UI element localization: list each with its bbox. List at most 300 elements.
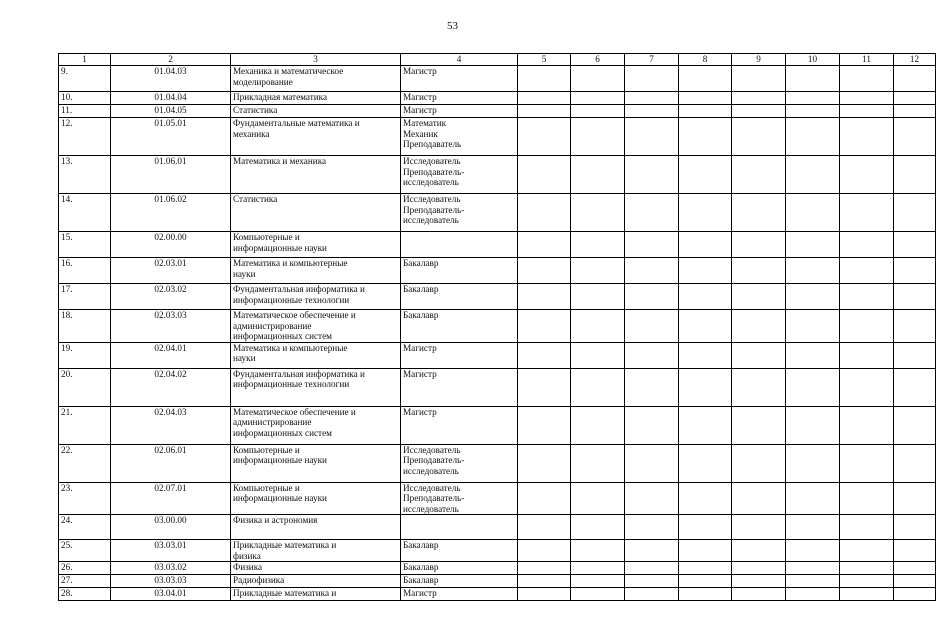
- empty-cell-col-10: [786, 482, 840, 515]
- table-row: [59, 156, 936, 194]
- empty-cell-col-6: [571, 232, 625, 258]
- row-number-cell: 24.: [59, 515, 111, 540]
- empty-cell-col-11: [840, 105, 894, 118]
- empty-cell-col-7: [625, 588, 679, 601]
- empty-cell-col-7: [625, 515, 679, 540]
- empty-cell-col-12: [894, 575, 936, 588]
- empty-cell-col-11: [840, 284, 894, 310]
- name-line: информационные технологии: [233, 294, 350, 305]
- empty-cell-col-12: [894, 284, 936, 310]
- name-line: Радиофизика: [233, 575, 285, 585]
- empty-cell-col-8: [679, 258, 732, 284]
- qualification-cell: [401, 575, 518, 588]
- col-header-12: 12: [894, 54, 936, 66]
- empty-cell-col-7: [625, 406, 679, 444]
- qualification-cell: [401, 540, 518, 562]
- empty-cell-col-11: [840, 156, 894, 194]
- code-cell: 01.04.05: [111, 105, 231, 118]
- table-row: [59, 540, 936, 562]
- row-number-cell: 12.: [59, 118, 111, 156]
- empty-cell-col-6: [571, 444, 625, 482]
- name-line: Физика: [233, 562, 263, 572]
- qualification-cell: [401, 310, 518, 343]
- qualification-line: Бакалавр: [403, 258, 439, 268]
- empty-cell-col-9: [732, 156, 786, 194]
- qualification-cell: [401, 444, 518, 482]
- empty-cell-col-8: [679, 515, 732, 540]
- name-line: Статистика: [233, 194, 278, 204]
- col-header-9: 9: [732, 54, 786, 66]
- code-cell: 01.05.01: [111, 118, 231, 156]
- row-number-cell: 13.: [59, 156, 111, 194]
- name-line: науки: [233, 353, 256, 363]
- name-line: информационные науки: [233, 493, 327, 503]
- empty-cell-col-6: [571, 310, 625, 343]
- empty-cell-col-6: [571, 562, 625, 575]
- empty-cell-col-10: [786, 258, 840, 284]
- table-row: [59, 118, 936, 156]
- empty-cell-col-5: [518, 342, 571, 368]
- qualification-cell: [401, 406, 518, 444]
- name-line: Фундаментальные математика и: [233, 118, 360, 128]
- qualification-cell: [401, 588, 518, 601]
- code-cell: 02.04.01: [111, 342, 231, 368]
- empty-cell-col-6: [571, 66, 625, 92]
- empty-cell-col-11: [840, 562, 894, 575]
- empty-cell-col-5: [518, 92, 571, 105]
- empty-cell-col-8: [679, 342, 732, 368]
- empty-cell-col-9: [732, 575, 786, 588]
- table-row: [59, 562, 936, 575]
- col-header-8: 8: [679, 54, 732, 66]
- name-cell: [231, 258, 401, 284]
- name-line: Статистика: [233, 105, 278, 115]
- empty-cell-col-8: [679, 588, 732, 601]
- empty-cell-col-10: [786, 194, 840, 232]
- name-line: Математическое обеспечение и: [233, 310, 356, 320]
- name-cell: [231, 232, 401, 258]
- empty-cell-col-9: [732, 482, 786, 515]
- empty-cell-col-6: [571, 540, 625, 562]
- table-row: [59, 482, 936, 515]
- empty-cell-col-7: [625, 232, 679, 258]
- name-line: администрирование: [233, 320, 312, 331]
- empty-cell-col-11: [840, 118, 894, 156]
- qualification-line: Магистр: [403, 368, 437, 379]
- empty-cell-col-9: [732, 232, 786, 258]
- name-cell: [231, 562, 401, 575]
- empty-cell-col-12: [894, 406, 936, 444]
- empty-cell-col-5: [518, 156, 571, 194]
- empty-cell-col-11: [840, 444, 894, 482]
- name-line: информационные науки: [233, 455, 327, 465]
- empty-cell-col-7: [625, 444, 679, 482]
- empty-cell-col-5: [518, 194, 571, 232]
- qualification-line: Бакалавр: [403, 284, 439, 294]
- code-cell: 02.06.01: [111, 444, 231, 482]
- empty-cell-col-6: [571, 342, 625, 368]
- name-cell: [231, 105, 401, 118]
- empty-cell-col-8: [679, 444, 732, 482]
- row-number-cell: 10.: [59, 92, 111, 105]
- row-number-cell: 19.: [59, 342, 111, 368]
- qualification-cell: [401, 284, 518, 310]
- empty-cell-col-10: [786, 156, 840, 194]
- qualification-cell: [401, 194, 518, 232]
- empty-cell-col-10: [786, 575, 840, 588]
- empty-cell-col-12: [894, 368, 936, 406]
- empty-cell-col-10: [786, 368, 840, 406]
- code-cell: 02.00.00: [111, 232, 231, 258]
- empty-cell-col-10: [786, 284, 840, 310]
- empty-cell-col-5: [518, 310, 571, 343]
- qualification-line: Магистр: [403, 342, 437, 353]
- empty-cell-col-10: [786, 406, 840, 444]
- empty-cell-col-12: [894, 92, 936, 105]
- empty-cell-col-9: [732, 105, 786, 118]
- name-line: механика: [233, 128, 270, 139]
- row-number-cell: 11.: [59, 105, 111, 118]
- empty-cell-col-6: [571, 156, 625, 194]
- name-cell: [231, 515, 401, 540]
- table-row: [59, 342, 936, 368]
- table-row: [59, 406, 936, 444]
- name-cell: [231, 540, 401, 562]
- name-cell: [231, 194, 401, 232]
- empty-cell-col-7: [625, 66, 679, 92]
- empty-cell-col-9: [732, 342, 786, 368]
- empty-cell-col-9: [732, 562, 786, 575]
- name-cell: [231, 310, 401, 343]
- row-number-cell: 16.: [59, 258, 111, 284]
- empty-cell-col-9: [732, 368, 786, 406]
- qualification-line: Бакалавр: [403, 540, 439, 550]
- empty-cell-col-11: [840, 342, 894, 368]
- empty-cell-col-10: [786, 310, 840, 343]
- code-cell: 01.04.03: [111, 66, 231, 92]
- empty-cell-col-9: [732, 284, 786, 310]
- name-cell: [231, 92, 401, 105]
- qualification-cell: [401, 482, 518, 515]
- empty-cell-col-9: [732, 406, 786, 444]
- empty-cell-col-11: [840, 368, 894, 406]
- qualification-line: Магистр: [403, 588, 437, 598]
- name-cell: [231, 156, 401, 194]
- empty-cell-col-11: [840, 406, 894, 444]
- code-cell: 02.04.02: [111, 368, 231, 406]
- empty-cell-col-12: [894, 118, 936, 156]
- qualification-cell: [401, 92, 518, 105]
- empty-cell-col-6: [571, 105, 625, 118]
- qualification-line: Преподаватель-: [403, 455, 465, 465]
- empty-cell-col-11: [840, 515, 894, 540]
- row-number-cell: 17.: [59, 284, 111, 310]
- empty-cell-col-5: [518, 562, 571, 575]
- col-header-5: 5: [518, 54, 571, 66]
- table-row: [59, 258, 936, 284]
- empty-cell-col-5: [518, 118, 571, 156]
- empty-cell-col-9: [732, 588, 786, 601]
- empty-cell-col-8: [679, 92, 732, 105]
- qualification-line: Исследователь: [403, 156, 461, 166]
- qualification-line: Преподаватель-: [403, 493, 465, 503]
- row-number-cell: 14.: [59, 194, 111, 232]
- col-header-10: 10: [786, 54, 840, 66]
- row-number-cell: 22.: [59, 444, 111, 482]
- row-number-cell: 20.: [59, 368, 111, 406]
- empty-cell-col-7: [625, 118, 679, 156]
- qualification-cell: [401, 368, 518, 406]
- col-header-7: 7: [625, 54, 679, 66]
- name-cell: [231, 588, 401, 601]
- empty-cell-col-7: [625, 575, 679, 588]
- qualification-line: Исследователь: [403, 194, 461, 204]
- qualification-cell: [401, 156, 518, 194]
- qualification-line: исследователь: [403, 215, 459, 225]
- code-cell: 03.03.03: [111, 575, 231, 588]
- page-number: 53: [447, 20, 458, 32]
- name-line: Механика и математическое: [233, 66, 344, 76]
- empty-cell-col-9: [732, 444, 786, 482]
- empty-cell-col-5: [518, 575, 571, 588]
- empty-cell-col-5: [518, 232, 571, 258]
- qualification-line: Магистр: [403, 406, 437, 417]
- empty-cell-col-8: [679, 284, 732, 310]
- qualification-line: Механик: [403, 128, 438, 139]
- empty-cell-col-8: [679, 406, 732, 444]
- empty-cell-col-5: [518, 482, 571, 515]
- col-header-6: 6: [571, 54, 625, 66]
- empty-cell-col-11: [840, 194, 894, 232]
- name-cell: [231, 284, 401, 310]
- empty-cell-col-12: [894, 66, 936, 92]
- empty-cell-col-10: [786, 515, 840, 540]
- name-line: моделирование: [233, 76, 293, 87]
- empty-cell-col-7: [625, 540, 679, 562]
- col-header-1: 1: [59, 54, 111, 66]
- code-cell: 03.04.01: [111, 588, 231, 601]
- empty-cell-col-8: [679, 105, 732, 118]
- col-header-3: 3: [231, 54, 401, 66]
- code-cell: 02.03.01: [111, 258, 231, 284]
- empty-cell-col-7: [625, 92, 679, 105]
- table-row: [59, 232, 936, 258]
- empty-cell-col-5: [518, 588, 571, 601]
- specialties-table: [58, 53, 936, 601]
- qualification-line: Преподаватель-: [403, 166, 465, 177]
- empty-cell-col-6: [571, 575, 625, 588]
- col-header-4: 4: [401, 54, 518, 66]
- empty-cell-col-7: [625, 284, 679, 310]
- empty-cell-col-9: [732, 66, 786, 92]
- empty-cell-col-5: [518, 406, 571, 444]
- empty-cell-col-6: [571, 194, 625, 232]
- empty-cell-col-8: [679, 66, 732, 92]
- table-row: [59, 444, 936, 482]
- name-line: Компьютерные и: [233, 232, 300, 242]
- name-cell: [231, 575, 401, 588]
- name-line: Математическое обеспечение и: [233, 406, 356, 417]
- table-row: [59, 310, 936, 343]
- name-cell: [231, 368, 401, 406]
- empty-cell-col-12: [894, 156, 936, 194]
- name-cell: [231, 444, 401, 482]
- code-cell: 03.00.00: [111, 515, 231, 540]
- name-cell: [231, 482, 401, 515]
- qualification-cell: [401, 118, 518, 156]
- code-cell: 01.04.04: [111, 92, 231, 105]
- code-cell: 01.06.02: [111, 194, 231, 232]
- empty-cell-col-6: [571, 284, 625, 310]
- empty-cell-col-5: [518, 540, 571, 562]
- row-number-cell: 21.: [59, 406, 111, 444]
- qualification-cell: [401, 562, 518, 575]
- name-line: Математика и компьютерные: [233, 342, 348, 353]
- name-cell: [231, 406, 401, 444]
- qualification-cell: [401, 258, 518, 284]
- empty-cell-col-12: [894, 444, 936, 482]
- empty-cell-col-7: [625, 342, 679, 368]
- qualification-line: исследователь: [403, 465, 459, 476]
- row-number-cell: 23.: [59, 482, 111, 515]
- empty-cell-col-7: [625, 194, 679, 232]
- empty-cell-col-12: [894, 258, 936, 284]
- name-cell: [231, 342, 401, 368]
- code-cell: 02.03.03: [111, 310, 231, 343]
- qualification-cell: [401, 105, 518, 118]
- empty-cell-col-12: [894, 482, 936, 515]
- code-cell: 03.03.02: [111, 562, 231, 575]
- empty-cell-col-10: [786, 118, 840, 156]
- row-number-cell: 18.: [59, 310, 111, 343]
- table-row: [59, 105, 936, 118]
- name-line: Фундаментальная информатика и: [233, 368, 365, 379]
- empty-cell-col-5: [518, 105, 571, 118]
- empty-cell-col-5: [518, 515, 571, 540]
- name-cell: [231, 118, 401, 156]
- qualification-cell: [401, 66, 518, 92]
- row-number-cell: 26.: [59, 562, 111, 575]
- empty-cell-col-11: [840, 232, 894, 258]
- empty-cell-col-12: [894, 342, 936, 368]
- empty-cell-col-10: [786, 232, 840, 258]
- table-row: [59, 66, 936, 92]
- qualification-line: Исследователь: [403, 482, 461, 493]
- code-cell: 02.03.02: [111, 284, 231, 310]
- empty-cell-col-9: [732, 118, 786, 156]
- empty-cell-col-7: [625, 368, 679, 406]
- empty-cell-col-6: [571, 258, 625, 284]
- qualification-line: Бакалавр: [403, 575, 439, 585]
- empty-cell-col-12: [894, 562, 936, 575]
- empty-cell-col-9: [732, 515, 786, 540]
- name-line: информационные науки: [233, 242, 327, 253]
- empty-cell-col-7: [625, 562, 679, 575]
- empty-cell-col-5: [518, 444, 571, 482]
- empty-cell-col-6: [571, 406, 625, 444]
- name-line: информационные технологии: [233, 379, 350, 389]
- empty-cell-col-8: [679, 156, 732, 194]
- qualification-line: Преподаватель-: [403, 204, 465, 215]
- empty-cell-col-7: [625, 482, 679, 515]
- table-row: [59, 194, 936, 232]
- empty-cell-col-12: [894, 515, 936, 540]
- qualification-cell: [401, 232, 518, 258]
- name-line: Прикладная математика: [233, 92, 328, 102]
- empty-cell-col-9: [732, 310, 786, 343]
- empty-cell-col-11: [840, 575, 894, 588]
- empty-cell-col-10: [786, 66, 840, 92]
- name-line: Математика и компьютерные: [233, 258, 348, 268]
- empty-cell-col-6: [571, 515, 625, 540]
- qualification-line: Бакалавр: [403, 562, 439, 572]
- name-line: Компьютерные и: [233, 482, 300, 493]
- empty-cell-col-6: [571, 368, 625, 406]
- col-header-2: 2: [111, 54, 231, 66]
- name-line: Прикладные математика и: [233, 588, 337, 598]
- empty-cell-col-7: [625, 310, 679, 343]
- qualification-line: исследователь: [403, 503, 459, 514]
- qualification-line: Магистр: [403, 92, 437, 102]
- empty-cell-col-8: [679, 118, 732, 156]
- empty-cell-col-6: [571, 482, 625, 515]
- qualification-line: Магистр: [403, 105, 437, 115]
- empty-cell-col-10: [786, 540, 840, 562]
- empty-cell-col-12: [894, 540, 936, 562]
- qualification-line: Математик: [403, 118, 447, 128]
- empty-cell-col-11: [840, 588, 894, 601]
- qualification-line: Магистр: [403, 66, 437, 76]
- empty-cell-col-11: [840, 66, 894, 92]
- name-line: Прикладные математика и: [233, 540, 337, 550]
- empty-cell-col-12: [894, 588, 936, 601]
- empty-cell-col-8: [679, 310, 732, 343]
- name-line: науки: [233, 268, 256, 279]
- empty-cell-col-10: [786, 562, 840, 575]
- row-number-cell: 28.: [59, 588, 111, 601]
- empty-cell-col-7: [625, 258, 679, 284]
- name-line: Математика и механика: [233, 156, 327, 166]
- row-number-cell: 27.: [59, 575, 111, 588]
- qualification-cell: [401, 515, 518, 540]
- empty-cell-col-6: [571, 118, 625, 156]
- empty-cell-col-11: [840, 258, 894, 284]
- name-line: физика: [233, 550, 261, 561]
- empty-cell-col-9: [732, 258, 786, 284]
- table-body: [59, 66, 936, 601]
- empty-cell-col-8: [679, 232, 732, 258]
- empty-cell-col-5: [518, 368, 571, 406]
- name-line: Фундаментальная информатика и: [233, 284, 365, 294]
- empty-cell-col-6: [571, 588, 625, 601]
- table-row: [59, 515, 936, 540]
- code-cell: 01.06.01: [111, 156, 231, 194]
- table-row: [59, 92, 936, 105]
- qualification-line: Исследователь: [403, 444, 461, 455]
- empty-cell-col-8: [679, 482, 732, 515]
- empty-cell-col-8: [679, 562, 732, 575]
- empty-cell-col-11: [840, 92, 894, 105]
- row-number-cell: 25.: [59, 540, 111, 562]
- empty-cell-col-12: [894, 232, 936, 258]
- qualification-line: Преподаватель: [403, 139, 462, 149]
- empty-cell-col-10: [786, 342, 840, 368]
- empty-cell-col-10: [786, 444, 840, 482]
- name-line: Компьютерные и: [233, 444, 300, 455]
- empty-cell-col-12: [894, 105, 936, 118]
- empty-cell-col-5: [518, 258, 571, 284]
- empty-cell-col-5: [518, 284, 571, 310]
